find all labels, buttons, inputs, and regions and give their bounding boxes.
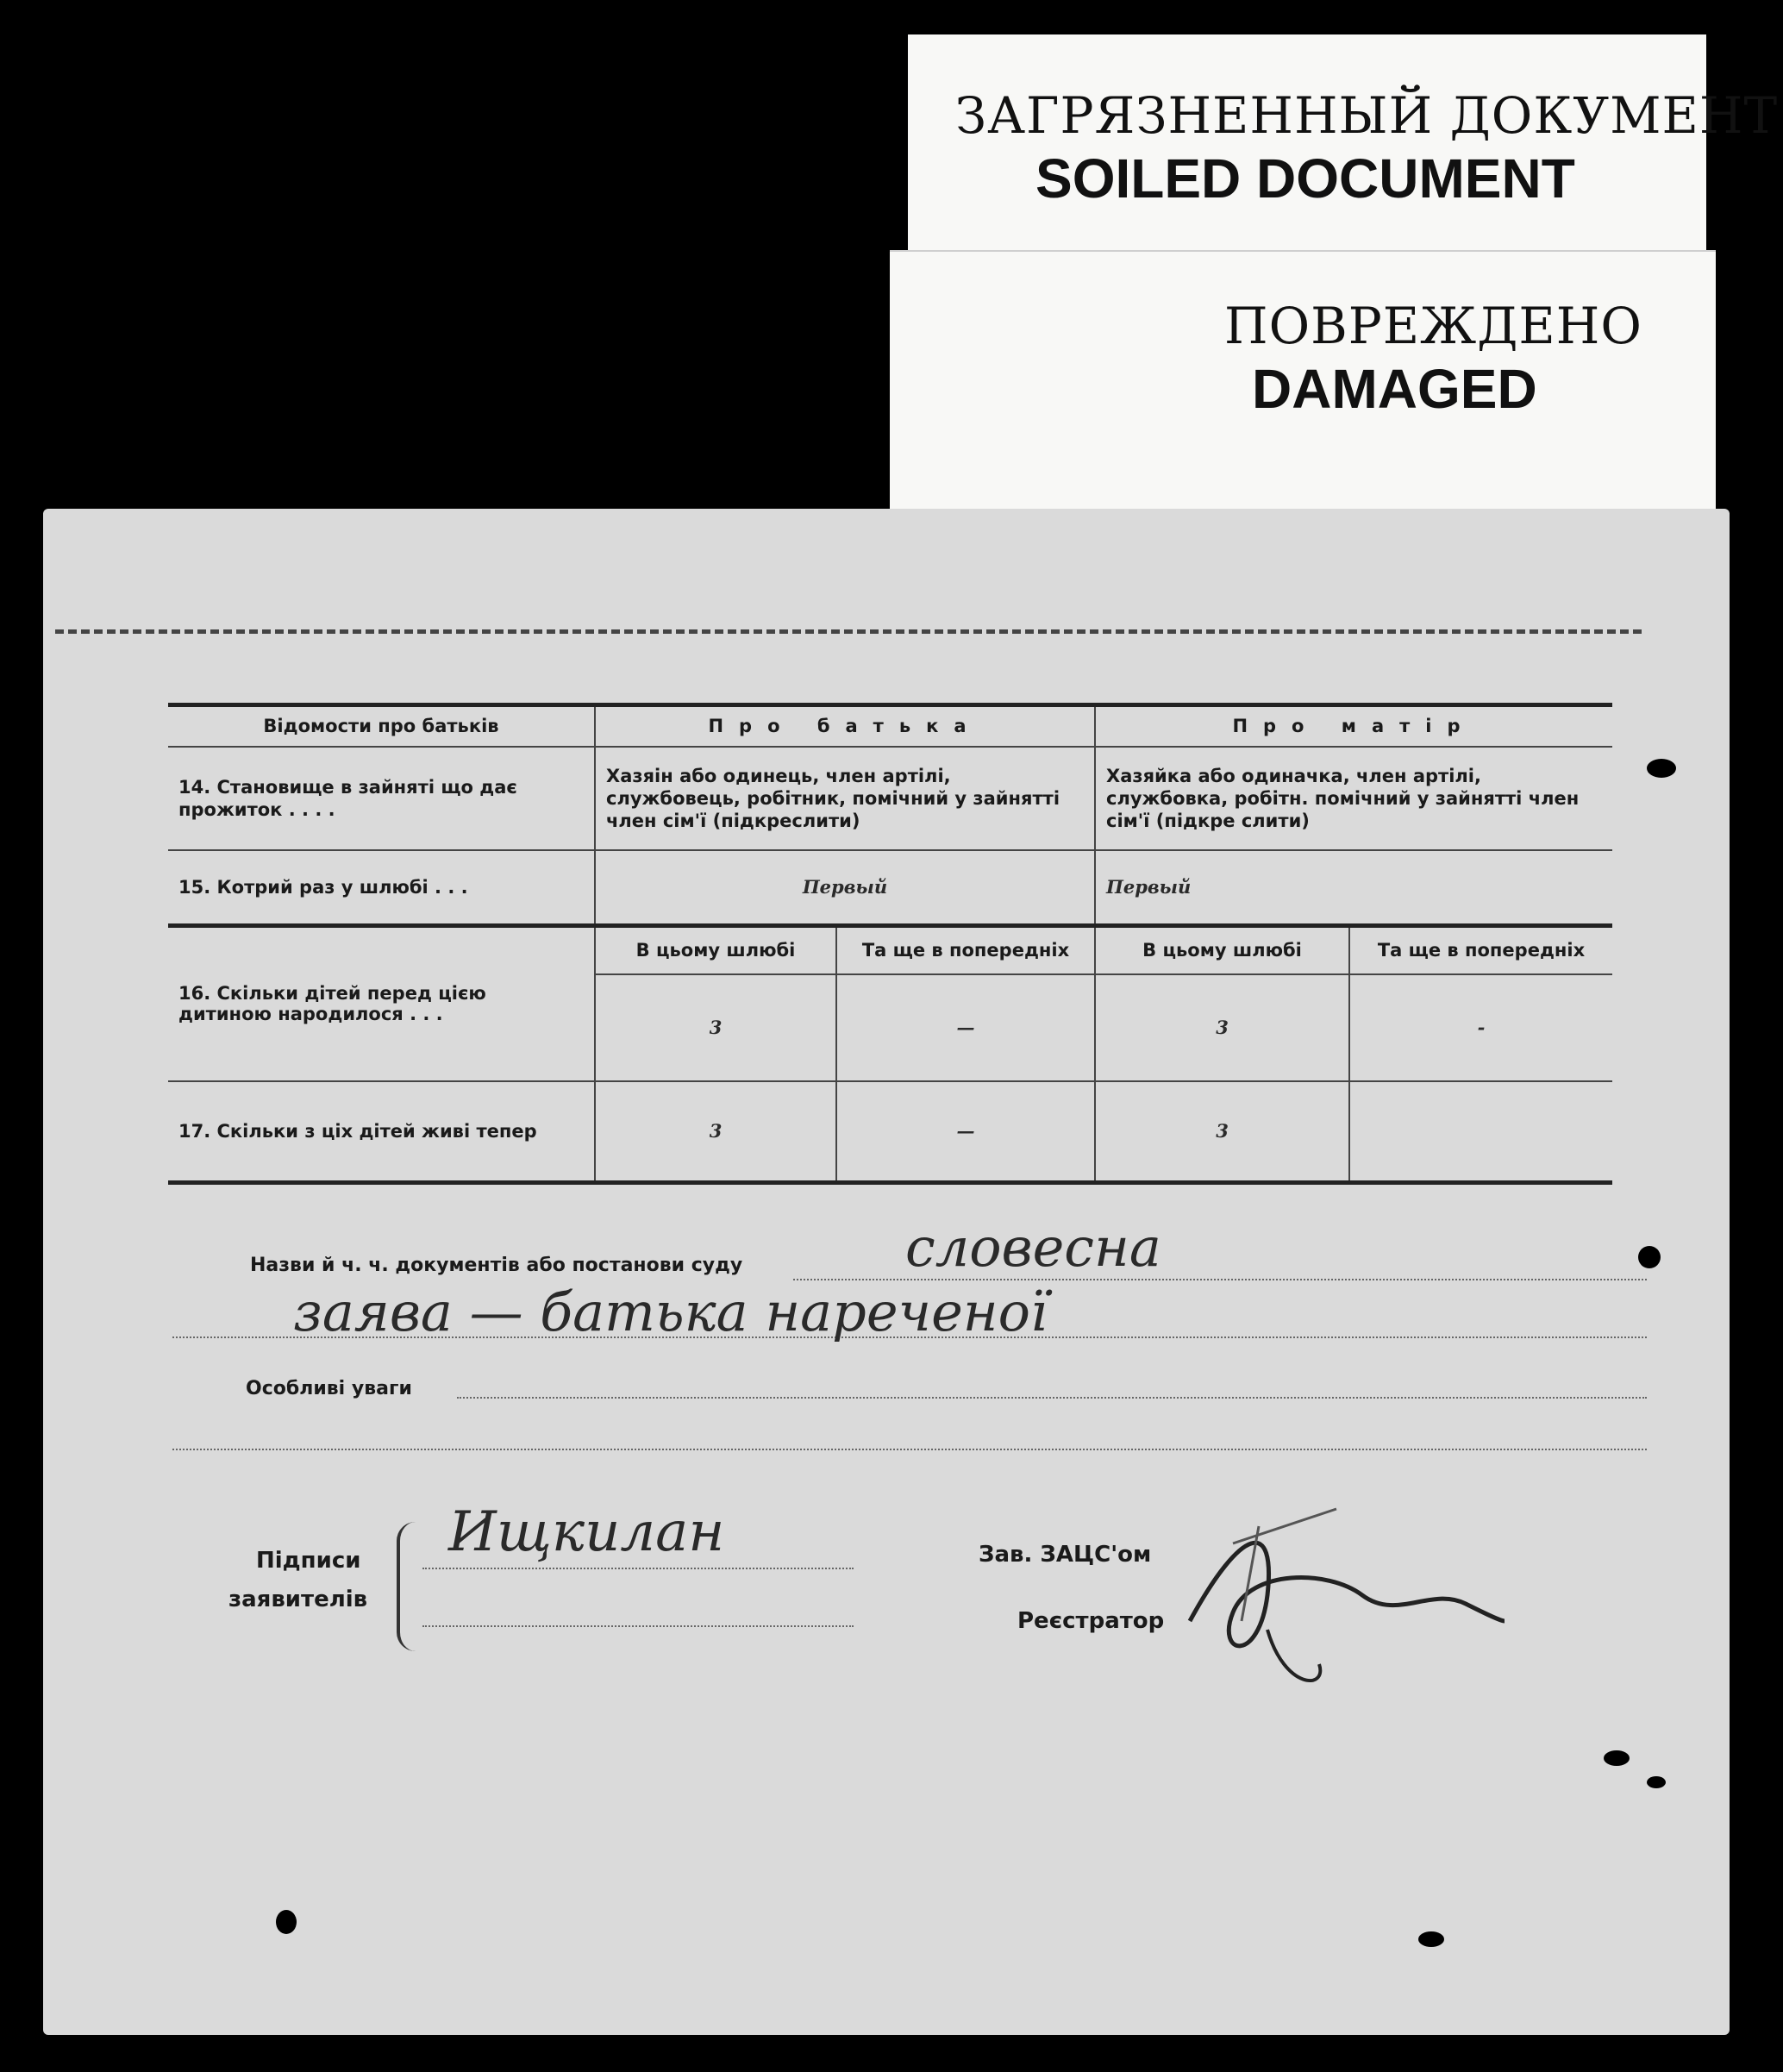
remarks-dotline-2	[172, 1449, 1647, 1450]
documents-handwritten-1: словесна	[905, 1216, 1161, 1279]
row15-father-value: Первый	[595, 850, 1095, 926]
documents-handwritten-2: заява — батька нареченої	[293, 1280, 1048, 1343]
header-mother: Про матір	[1095, 705, 1612, 747]
remarks-label: Особливі уваги	[246, 1378, 412, 1399]
subheader-mother-this-marriage: В цьому шлюбі	[1095, 926, 1349, 974]
header-parents-info: Відомости про батьків	[168, 705, 595, 747]
header-father: Про батька	[595, 705, 1095, 747]
row17-label: 17. Скільки з ціх дітей живі тепер	[168, 1081, 595, 1183]
documents-label: Назви й ч. ч. документів або постанови суду	[250, 1255, 743, 1276]
damage-hole	[1638, 1246, 1661, 1268]
row16-father-previous: —	[836, 974, 1095, 1081]
row16-father-this: 3	[595, 974, 836, 1081]
head-registry-label: Зав. ЗАЦС'ом	[979, 1542, 1152, 1568]
row14-father-options: Хазяін або одинець, член артілі, службовець, робітник, помічний у зайнятті член сім'ї (підкреслити)	[595, 747, 1095, 850]
applicant-signature-line-1	[422, 1568, 854, 1569]
remarks-dotline	[457, 1397, 1647, 1399]
damaged-label	[890, 250, 1716, 512]
damaged-label-ru: ПОВРЕЖДЕНО	[1224, 297, 1642, 355]
row16-label: 16. Скільки дітей перед цією дитиною народилося . . .	[168, 926, 595, 1081]
soiled-label-ru: ЗАГРЯЗНЕННЫЙ ДОКУМЕНТ	[955, 86, 1779, 145]
row17-mother-this: 3	[1095, 1081, 1349, 1183]
applicant-signature: Ищкилан	[448, 1500, 725, 1564]
applicants-label-2: заявителів	[228, 1587, 368, 1612]
row14-label: 14. Становище в зайняті що дає прожиток . . . .	[168, 747, 595, 850]
soiled-label-en: SOILED DOCUMENT	[1035, 147, 1575, 210]
registrar-signature	[1138, 1492, 1509, 1707]
subheader-father-this-marriage: В цьому шлюбі	[595, 926, 836, 974]
applicants-brace	[397, 1522, 416, 1651]
row15-label: 15. Котрий раз у шлюбі . . .	[168, 850, 595, 926]
damage-hole	[1647, 1776, 1666, 1788]
row14-mother-options: Хазяйка або одиначка, член артілі, службовка, робітн. помічний у зайнятті член сім'ї (підкре слити)	[1095, 747, 1612, 850]
damage-hole	[1418, 1931, 1444, 1947]
row17-father-this: 3	[595, 1081, 836, 1183]
registry-form-page	[43, 509, 1730, 2035]
subheader-father-previous: Та ще в попередніх	[836, 926, 1095, 974]
subheader-mother-previous: Та ще в попередніх	[1349, 926, 1612, 974]
row16-mother-previous: -	[1349, 974, 1612, 1081]
damage-hole	[1647, 759, 1676, 778]
registrar-label: Реєстратор	[1017, 1608, 1165, 1634]
damage-hole	[1604, 1750, 1630, 1766]
perforation-line	[55, 629, 1642, 634]
damage-hole	[276, 1910, 297, 1934]
row17-mother-previous	[1349, 1081, 1612, 1183]
parents-info-table	[168, 703, 1612, 1185]
row16-mother-this: 3	[1095, 974, 1349, 1081]
damaged-label-en: DAMAGED	[1252, 358, 1537, 420]
applicant-signature-line-2	[422, 1625, 854, 1627]
row17-father-previous: —	[836, 1081, 1095, 1183]
row15-mother-value: Первый	[1095, 850, 1612, 926]
applicants-label-1: Підписи	[256, 1548, 361, 1574]
soiled-document-label	[908, 34, 1779, 267]
